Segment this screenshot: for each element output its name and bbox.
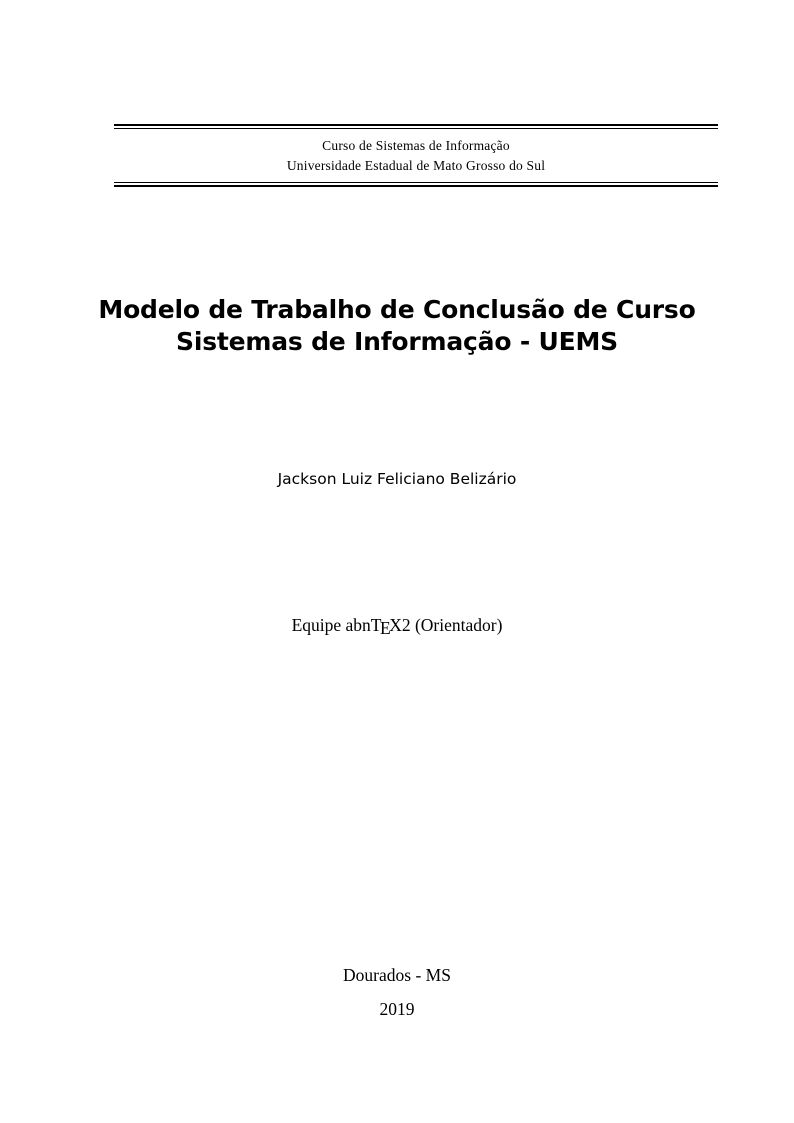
course-name: Curso de Sistemas de Informação (322, 138, 510, 153)
footer-city: Dourados - MS (343, 965, 451, 985)
advisor-prefix: Equipe abn (291, 615, 371, 635)
advisor-line (70, 613, 724, 637)
abntex-logo (371, 613, 402, 637)
university-name: Universidade Estadual de Mato Grosso do Sul (286, 158, 546, 173)
header-rule-bottom-outer (114, 185, 718, 187)
page-title-line-2: Sistemas de Informação - UEMS (176, 327, 618, 356)
page-title (70, 294, 724, 358)
advisor-suffix: 2 (Orientador) (401, 615, 503, 635)
abntex-logo-x: X (389, 615, 402, 635)
header-block (114, 124, 718, 187)
footer-year: 2019 (379, 999, 415, 1019)
author-name: Jackson Luiz Feliciano Belizário (277, 470, 517, 488)
author-block (70, 468, 724, 490)
header-text-group (114, 129, 718, 182)
footer-block (70, 962, 724, 1022)
page-title-line-1: Modelo de Trabalho de Conclusão de Curso (98, 295, 696, 324)
abntex-logo-t: T (370, 615, 382, 635)
advisor-block (70, 613, 724, 637)
abntex-logo-e: E (379, 618, 391, 638)
